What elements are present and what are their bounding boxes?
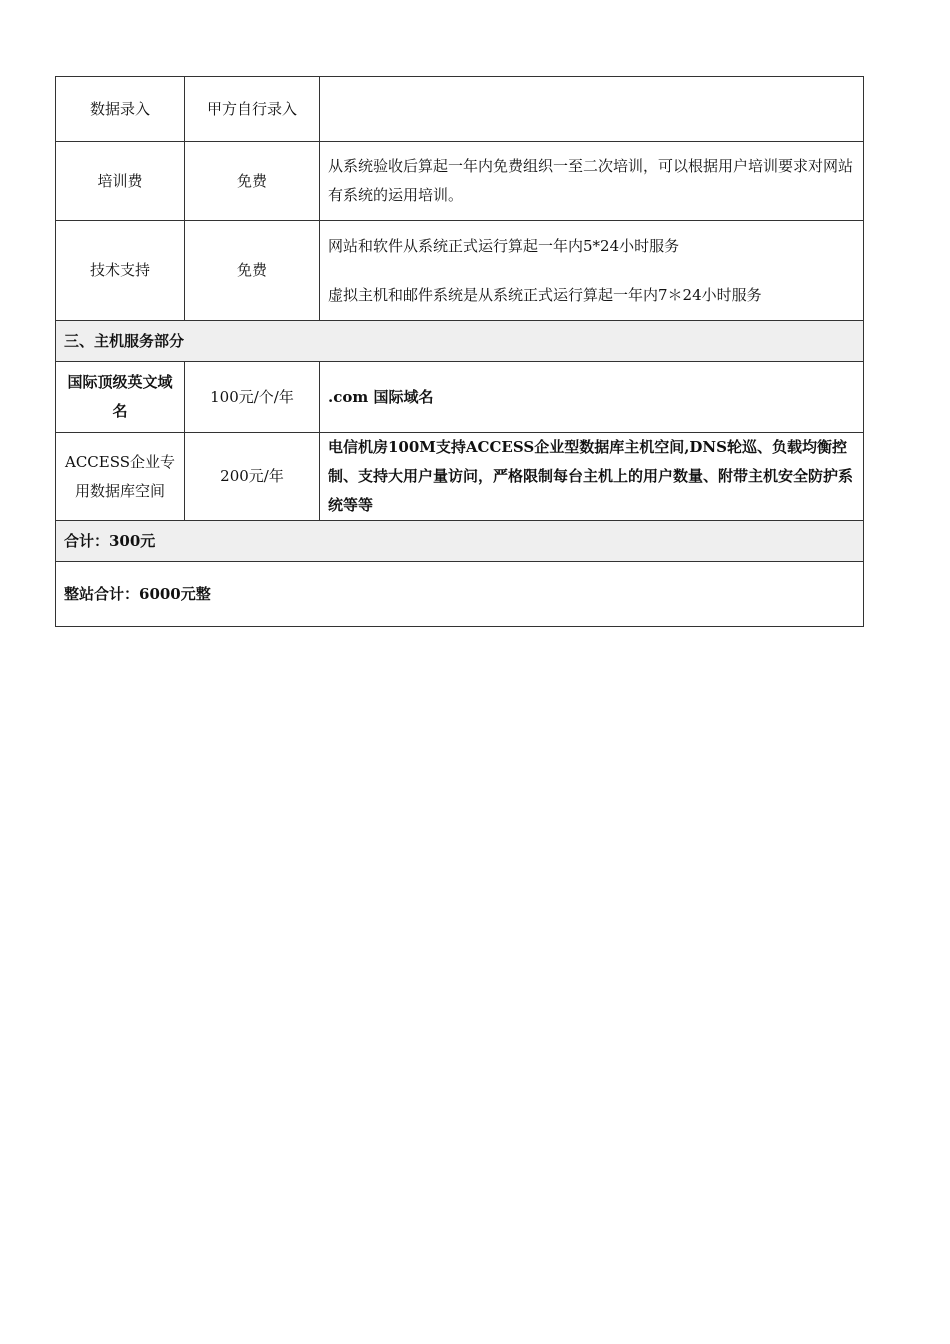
price-cell: 甲方自行录入 bbox=[185, 77, 320, 142]
item-cell: 技术支持 bbox=[56, 221, 185, 321]
price-cell: 免费 bbox=[185, 142, 320, 221]
price-cell: 100元/个/年 bbox=[185, 362, 320, 433]
subtotal-row bbox=[56, 521, 864, 562]
table-row-data-entry bbox=[56, 77, 864, 142]
quote-table-page bbox=[55, 76, 863, 627]
quote-table bbox=[55, 76, 864, 627]
description-cell bbox=[320, 77, 864, 142]
item-cell: ACCESS企业专用数据库空间 bbox=[56, 433, 185, 521]
item-cell: 数据录入 bbox=[56, 77, 185, 142]
section-title: 三、主机服务部分 bbox=[56, 321, 864, 362]
description-cell: .com 国际域名 bbox=[320, 362, 864, 433]
description-line: 网站和软件从系统正式运行算起一年内5*24小时服务 bbox=[328, 236, 680, 255]
grand-total-text: 整站合计：6000元整 bbox=[56, 562, 864, 627]
grand-total-row bbox=[56, 562, 864, 627]
subtotal-text: 合计：300元 bbox=[56, 521, 864, 562]
item-cell: 国际顶级英文域名 bbox=[56, 362, 185, 433]
table-row-hosting bbox=[56, 433, 864, 521]
description-cell: 从系统验收后算起一年内免费组织一至二次培训，可以根据用户培训要求对网站有系统的运用培训。 bbox=[320, 142, 864, 221]
description-line: 虚拟主机和邮件系统是从系统正式运行算起一年内7＊24小时服务 bbox=[328, 285, 762, 304]
table-row-training bbox=[56, 142, 864, 221]
price-cell: 200元/年 bbox=[185, 433, 320, 521]
table-row-tech-support bbox=[56, 221, 864, 321]
table-row-domain bbox=[56, 362, 864, 433]
description-cell: 电信机房100M支持ACCESS企业型数据库主机空间,DNS轮巡、负载均衡控制、支持大用户量访问，严格限制每台主机上的用户数量、附带主机安全防护系统等等 bbox=[320, 433, 864, 521]
item-cell: 培训费 bbox=[56, 142, 185, 221]
section-header-row bbox=[56, 321, 864, 362]
description-cell bbox=[320, 221, 864, 321]
price-cell: 免费 bbox=[185, 221, 320, 321]
